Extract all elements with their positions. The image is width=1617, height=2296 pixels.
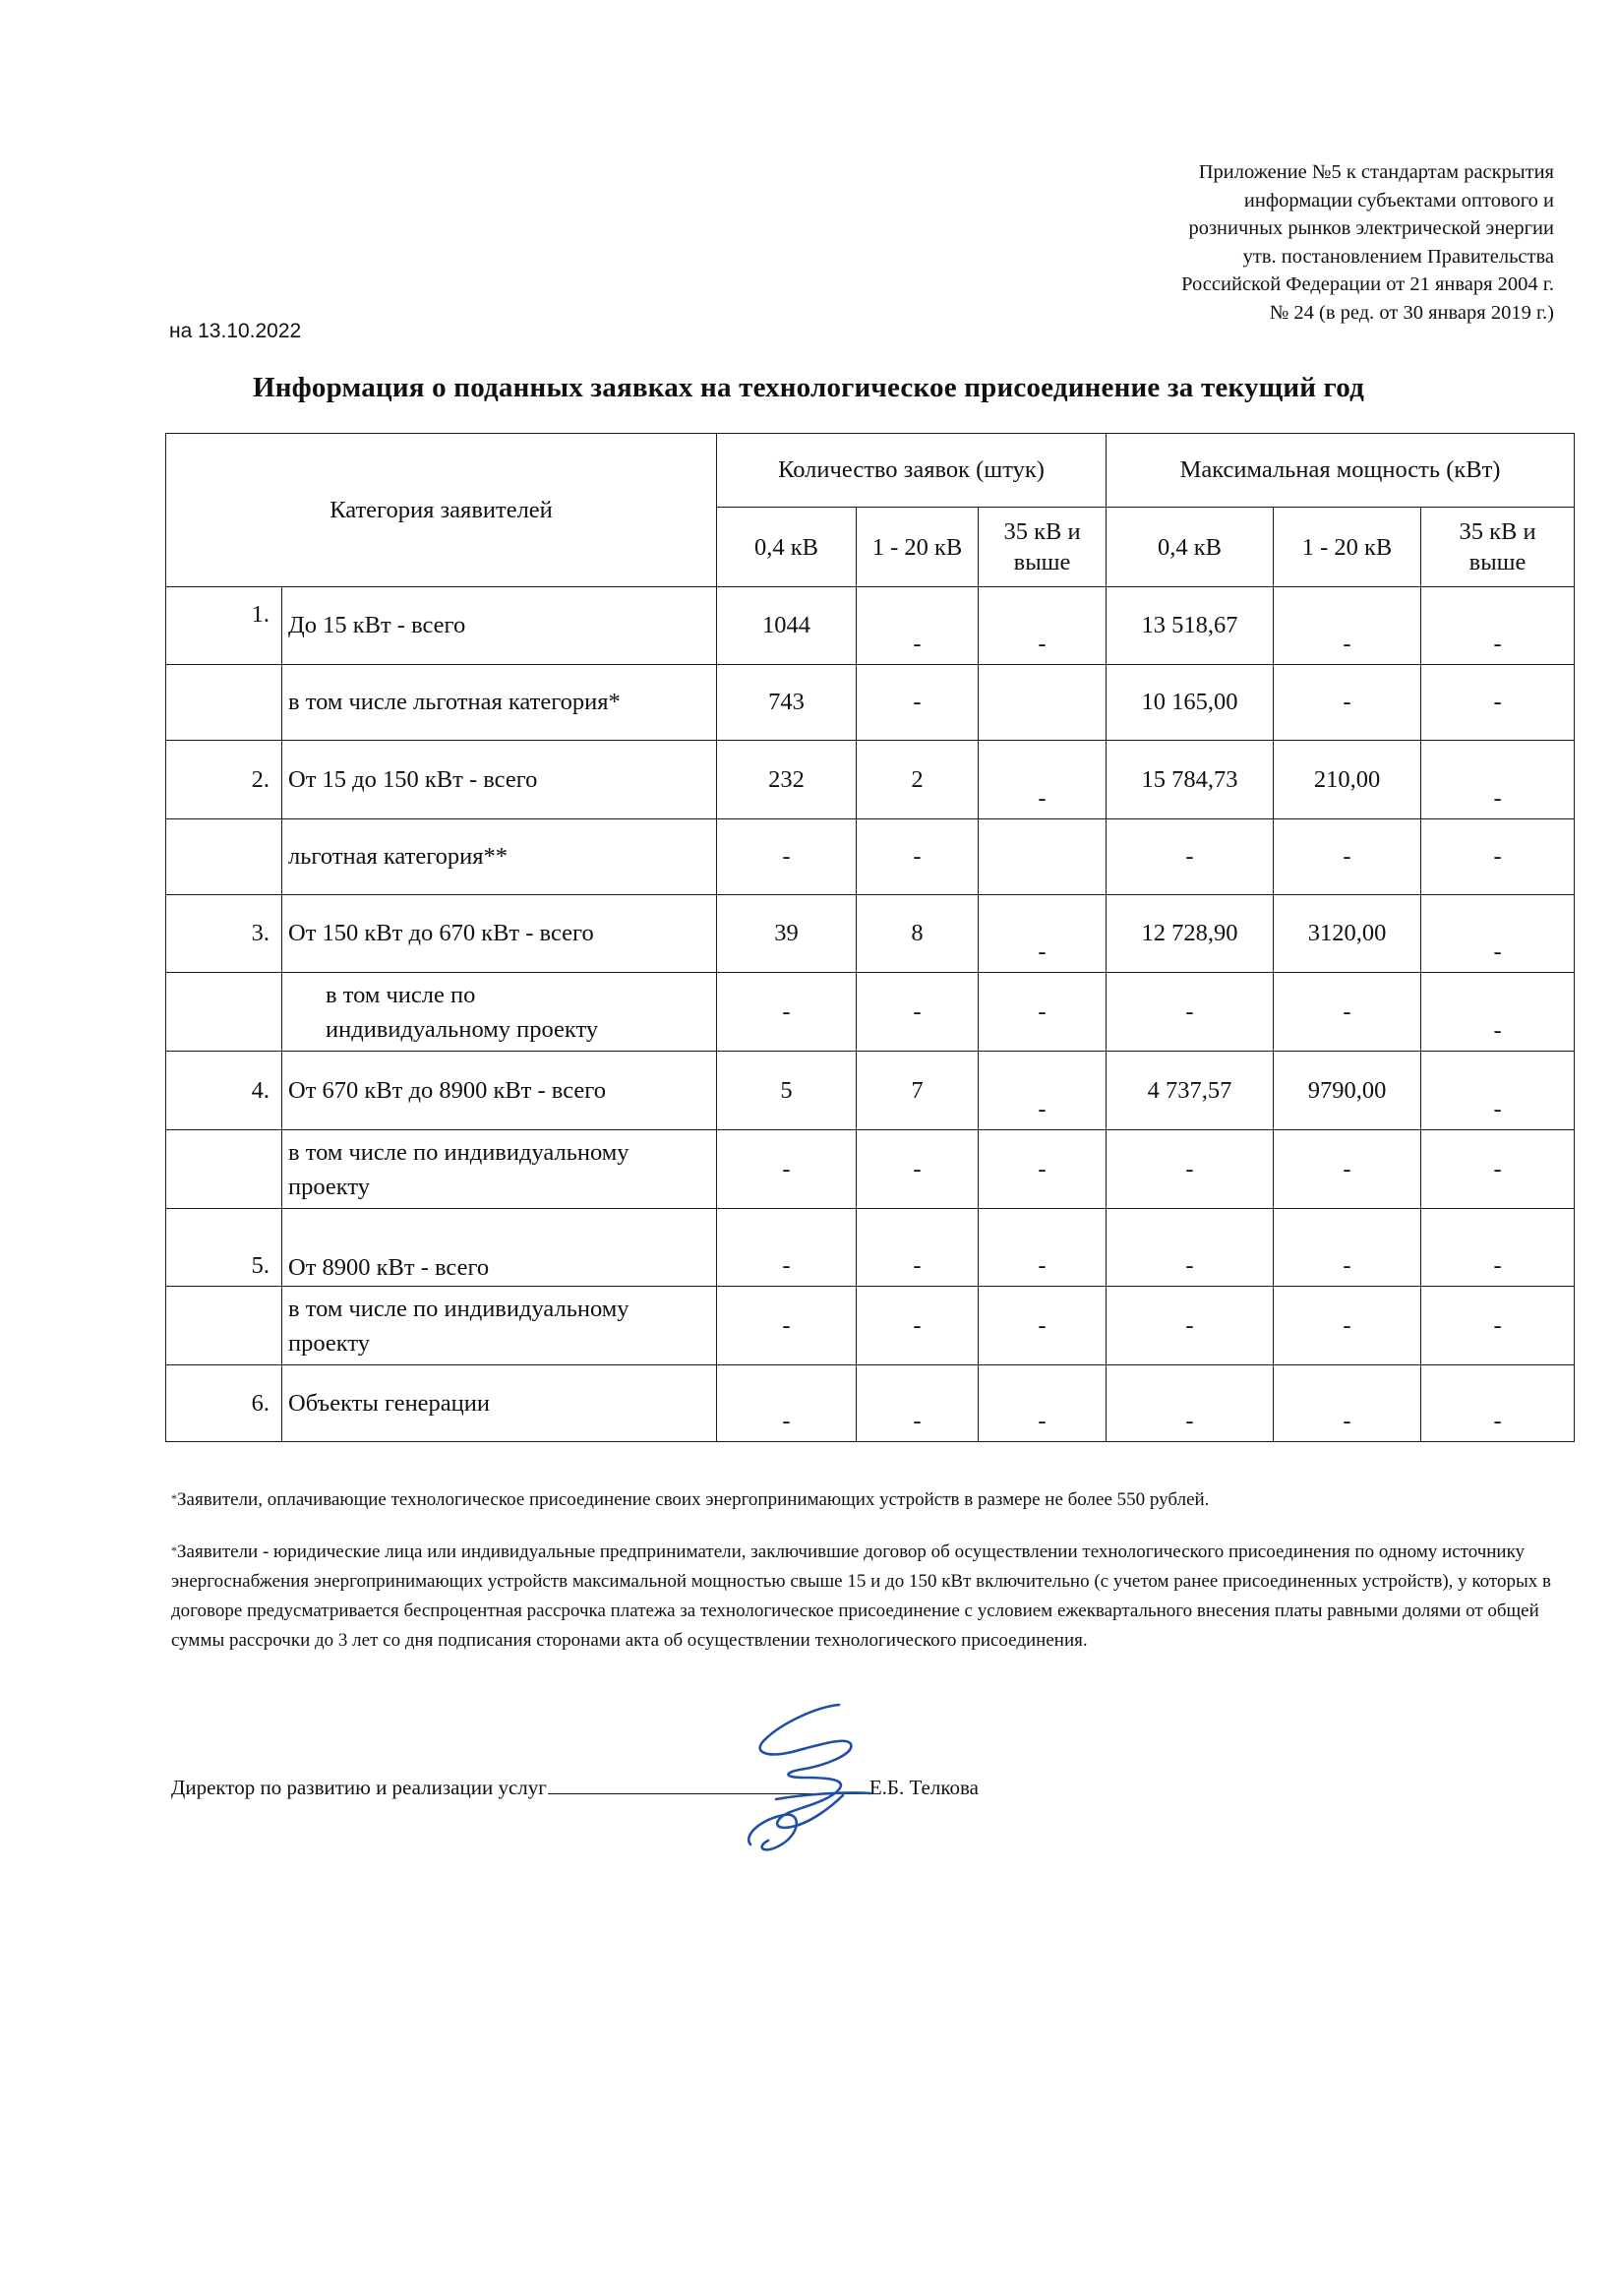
row-number <box>166 1287 282 1365</box>
appendix-line: Российской Федерации от 21 января 2004 г. <box>1181 273 1554 295</box>
document-title: Информация о поданных заявках на технологическое присоединение за текущий год <box>253 372 1364 403</box>
count-35kv: - <box>979 1052 1107 1130</box>
count-04kv: 232 <box>717 741 857 819</box>
row-number: 4. <box>166 1052 282 1130</box>
count-1-20kv: - <box>857 665 979 741</box>
power-35kv: - <box>1421 1365 1575 1442</box>
count-04kv: - <box>717 1365 857 1442</box>
count-1-20kv: - <box>857 1130 979 1209</box>
count-1-20kv: - <box>857 1209 979 1287</box>
count-04kv: 39 <box>717 895 857 973</box>
appendix-line: розничных рынков электрической энергии <box>1188 217 1554 239</box>
count-35kv: - <box>979 973 1107 1052</box>
power-04kv: - <box>1107 973 1274 1052</box>
count-04kv: - <box>717 1287 857 1365</box>
power-04kv: - <box>1107 1365 1274 1442</box>
table-row <box>166 1052 1575 1130</box>
row-label-line: проекту <box>288 1329 370 1357</box>
header-text: выше <box>1468 549 1527 575</box>
count-35kv: - <box>979 1287 1107 1365</box>
table-row <box>166 1365 1575 1442</box>
power-1-20kv: - <box>1274 819 1421 895</box>
row-number <box>166 819 282 895</box>
row-number: 3. <box>166 895 282 973</box>
signer-name: Е.Б. Телкова <box>868 1776 979 1799</box>
appendix-reference <box>1023 158 1554 327</box>
power-1-20kv: - <box>1274 1209 1421 1287</box>
header-text: выше <box>1013 549 1071 575</box>
count-35kv: - <box>979 741 1107 819</box>
count-04kv: - <box>717 1130 857 1209</box>
count-35kv: - <box>979 587 1107 665</box>
row-label-line: индивидуальному проекту <box>326 1015 599 1043</box>
power-1-20kv: - <box>1274 1365 1421 1442</box>
power-35kv: - <box>1421 741 1575 819</box>
count-1-20kv: - <box>857 1287 979 1365</box>
power-35kv: - <box>1421 665 1575 741</box>
count-1-20kv-header: 1 - 20 кВ <box>857 508 979 587</box>
power-group-header: Максимальная мощность (кВт) <box>1107 434 1575 508</box>
row-number <box>166 1130 282 1209</box>
appendix-line: № 24 (в ред. от 30 января 2019 г.) <box>1269 301 1554 324</box>
count-35kv <box>979 819 1107 895</box>
row-number <box>166 973 282 1052</box>
count-04kv: - <box>717 973 857 1052</box>
count-04kv: 743 <box>717 665 857 741</box>
row-label: До 15 кВт - всего <box>282 587 717 665</box>
power-35kv: - <box>1421 1052 1575 1130</box>
report-date: на 13.10.2022 <box>169 320 302 342</box>
category-header: Категория заявителей <box>166 434 717 587</box>
power-35kv: - <box>1421 587 1575 665</box>
power-35kv: - <box>1421 895 1575 973</box>
power-04kv-header: 0,4 кВ <box>1107 508 1274 587</box>
count-04kv: 1044 <box>717 587 857 665</box>
power-04kv: 15 784,73 <box>1107 741 1274 819</box>
power-04kv: - <box>1107 1209 1274 1287</box>
count-04kv: - <box>717 1209 857 1287</box>
header-text: 35 кВ и <box>1003 518 1081 545</box>
footnote-double-star <box>171 1538 1558 1656</box>
power-04kv: - <box>1107 819 1274 895</box>
count-35kv: - <box>979 1209 1107 1287</box>
power-04kv: - <box>1107 1287 1274 1365</box>
count-group-header: Количество заявок (штук) <box>717 434 1107 508</box>
row-label: в том числе льготная категория* <box>282 665 717 741</box>
count-35kv-header <box>979 508 1107 587</box>
row-label <box>282 973 717 1052</box>
power-1-20kv: - <box>1274 973 1421 1052</box>
power-35kv: - <box>1421 1287 1575 1365</box>
table-row <box>166 973 1575 1052</box>
footnote-marker: * <box>171 1543 177 1557</box>
footnote-text: Заявители - юридические лица или индивидуальные предприниматели, заключившие договор об осуществлении технологического присоединения по одному источнику энергоснабжения энергопринимающих устройств максимальной мощностью свыше 15 и до 150 кВт включительно (с учетом ранее присоединенных устройств), у которых в договоре предусматривается беспроцентная рассрочка платежа за технологическое присоединение с условием ежеквартального внесения платы равными долями от общей суммы рассрочки до 3 лет со дня подписания сторонами акта об осуществлении технологического присоединения. <box>171 1541 1551 1651</box>
table-row <box>166 895 1575 973</box>
count-04kv: 5 <box>717 1052 857 1130</box>
count-35kv: - <box>979 1365 1107 1442</box>
row-label: Объекты генерации <box>282 1365 717 1442</box>
count-1-20kv: 8 <box>857 895 979 973</box>
power-1-20kv: - <box>1274 1287 1421 1365</box>
count-35kv: - <box>979 895 1107 973</box>
count-35kv: - <box>979 1130 1107 1209</box>
power-1-20kv: 9790,00 <box>1274 1052 1421 1130</box>
count-1-20kv: - <box>857 819 979 895</box>
row-label-line: в том числе по <box>326 981 476 1008</box>
row-label-line: в том числе по индивидуальному <box>288 1295 629 1322</box>
power-35kv: - <box>1421 973 1575 1052</box>
row-number <box>166 665 282 741</box>
table-row <box>166 741 1575 819</box>
row-label-line: проекту <box>288 1173 370 1200</box>
table-row <box>166 665 1575 741</box>
handwritten-signature <box>723 1697 890 1856</box>
row-label: льготная категория** <box>282 819 717 895</box>
footnote-text: Заявители, оплачивающие технологическое присоединение своих энергопринимающих устройств в размере не более 550 рублей. <box>177 1489 1210 1510</box>
table-row <box>166 819 1575 895</box>
count-1-20kv: - <box>857 973 979 1052</box>
row-label <box>282 1287 717 1365</box>
count-1-20kv: 7 <box>857 1052 979 1130</box>
power-1-20kv: - <box>1274 665 1421 741</box>
count-1-20kv: - <box>857 1365 979 1442</box>
row-number: 5. <box>166 1209 282 1287</box>
row-number: 1. <box>166 587 282 665</box>
count-1-20kv: 2 <box>857 741 979 819</box>
table-row <box>166 1209 1575 1287</box>
power-04kv: 4 737,57 <box>1107 1052 1274 1130</box>
power-35kv: - <box>1421 1130 1575 1209</box>
table-row <box>166 1287 1575 1365</box>
applications-table <box>165 433 1575 1442</box>
power-04kv: - <box>1107 1130 1274 1209</box>
appendix-line: Приложение №5 к стандартам раскрытия <box>1198 161 1554 183</box>
row-number: 6. <box>166 1365 282 1442</box>
count-04kv-header: 0,4 кВ <box>717 508 857 587</box>
count-35kv <box>979 665 1107 741</box>
appendix-line: утв. постановлением Правительства <box>1242 245 1554 268</box>
power-04kv: 13 518,67 <box>1107 587 1274 665</box>
table-row <box>166 587 1575 665</box>
count-04kv: - <box>717 819 857 895</box>
row-label <box>282 1130 717 1209</box>
power-35kv: - <box>1421 1209 1575 1287</box>
signature-stroke <box>749 1705 870 1849</box>
table-row <box>166 1130 1575 1209</box>
power-04kv: 12 728,90 <box>1107 895 1274 973</box>
row-number: 2. <box>166 741 282 819</box>
footnote-single-star <box>171 1485 1558 1515</box>
table-header-row <box>166 434 1575 508</box>
row-label: От 150 кВт до 670 кВт - всего <box>282 895 717 973</box>
power-1-20kv: - <box>1274 1130 1421 1209</box>
power-04kv: 10 165,00 <box>1107 665 1274 741</box>
power-1-20kv-header: 1 - 20 кВ <box>1274 508 1421 587</box>
header-text: 35 кВ и <box>1459 518 1536 545</box>
power-1-20kv: - <box>1274 587 1421 665</box>
row-label: От 8900 кВт - всего <box>282 1209 717 1287</box>
power-35kv: - <box>1421 819 1575 895</box>
appendix-line: информации субъектами оптового и <box>1243 189 1554 211</box>
row-label: От 670 кВт до 8900 кВт - всего <box>282 1052 717 1130</box>
power-35kv-header <box>1421 508 1575 587</box>
signer-position: Директор по развитию и реализации услуг <box>171 1776 547 1799</box>
count-1-20kv: - <box>857 587 979 665</box>
power-1-20kv: 210,00 <box>1274 741 1421 819</box>
footnote-marker: * <box>171 1491 177 1505</box>
power-1-20kv: 3120,00 <box>1274 895 1421 973</box>
row-label: От 15 до 150 кВт - всего <box>282 741 717 819</box>
row-label-line: в том числе по индивидуальному <box>288 1138 629 1166</box>
